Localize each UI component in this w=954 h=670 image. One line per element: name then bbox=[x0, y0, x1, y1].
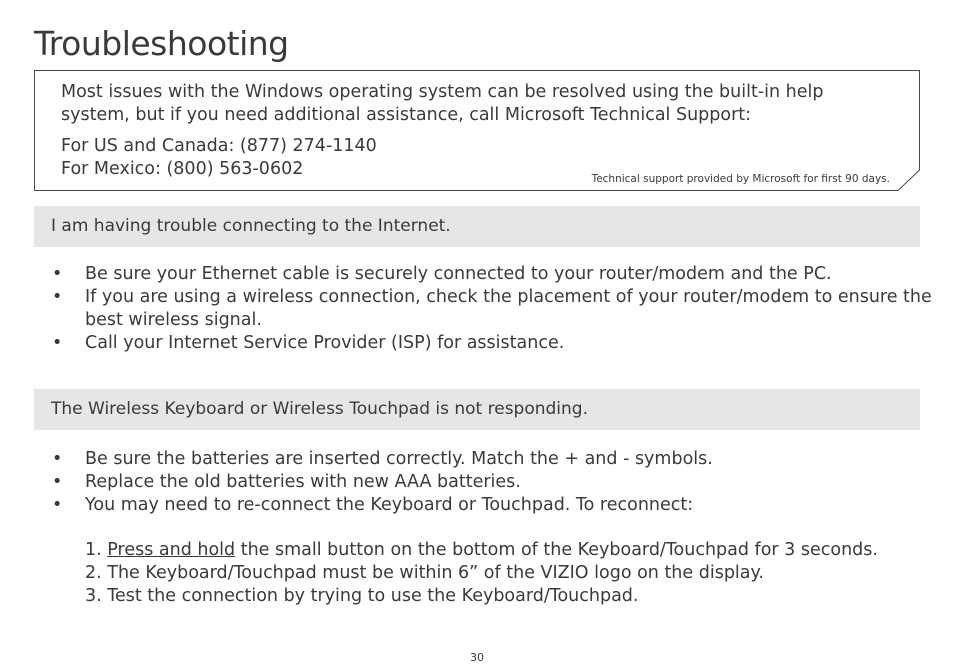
list-item-text: Be sure your Ethernet cable is securely connected to your router/modem and the PC. bbox=[85, 264, 832, 284]
list-item-text: Call your Internet Service Provider (ISP) for assistance. bbox=[85, 333, 565, 353]
list-item-text: If you are using a wireless connection, check the placement of your router/modem to ensure the best wireless signal. bbox=[85, 287, 932, 330]
list-item-text: Be sure the batteries are inserted correctly. Match the + and - symbols. bbox=[85, 449, 713, 469]
step-number: 2. bbox=[85, 563, 102, 583]
list-item bbox=[52, 286, 932, 332]
step-item bbox=[85, 562, 945, 585]
bullet-icon: • bbox=[52, 472, 63, 492]
list-item bbox=[52, 471, 932, 494]
list-item bbox=[52, 332, 932, 355]
support-intro: Most issues with the Windows operating system can be resolved using the built-in help system, but if you need additional assistance, call Microsoft Technical Support: bbox=[61, 82, 824, 125]
step-emphasis: Press and hold bbox=[107, 540, 236, 560]
step-number: 1. bbox=[85, 540, 102, 560]
bullet-icon: • bbox=[52, 287, 63, 307]
step-text: The Keyboard/Touchpad must be within 6” of the VIZIO logo on the display. bbox=[107, 563, 764, 583]
wireless-section-title: The Wireless Keyboard or Wireless Touchpad is not responding. bbox=[51, 399, 589, 419]
reconnect-steps bbox=[85, 539, 945, 608]
bullet-icon: • bbox=[52, 333, 63, 353]
bullet-icon: • bbox=[52, 264, 63, 284]
page-title: Troubleshooting bbox=[34, 24, 289, 63]
support-phone-mexico: For Mexico: (800) 563-0602 bbox=[61, 159, 304, 179]
support-phone-us-canada: For US and Canada: (877) 274-1140 bbox=[61, 136, 377, 156]
list-item bbox=[52, 448, 932, 471]
internet-section-header bbox=[34, 206, 920, 247]
step-item bbox=[85, 539, 945, 562]
step-text: Test the connection by trying to use the Keyboard/Touchpad. bbox=[107, 586, 639, 606]
list-item bbox=[52, 494, 932, 517]
support-box-text bbox=[61, 81, 881, 181]
step-number: 3. bbox=[85, 586, 102, 606]
bullet-icon: • bbox=[52, 449, 63, 469]
internet-section-title: I am having trouble connecting to the Internet. bbox=[51, 216, 451, 236]
support-box bbox=[34, 70, 920, 191]
wireless-bullet-list bbox=[52, 448, 932, 517]
list-item-text: Replace the old batteries with new AAA batteries. bbox=[85, 472, 521, 492]
step-item bbox=[85, 585, 945, 608]
internet-bullet-list bbox=[52, 263, 932, 355]
page-number: 30 bbox=[470, 651, 484, 664]
bullet-icon: • bbox=[52, 495, 63, 515]
list-item-text: You may need to re-connect the Keyboard or Touchpad. To reconnect: bbox=[85, 495, 694, 515]
support-footnote: Technical support provided by Microsoft for first 90 days. bbox=[591, 173, 890, 185]
wireless-section-header bbox=[34, 389, 920, 430]
step-text: the small button on the bottom of the Keyboard/Touchpad for 3 seconds. bbox=[235, 540, 878, 560]
list-item bbox=[52, 263, 932, 286]
